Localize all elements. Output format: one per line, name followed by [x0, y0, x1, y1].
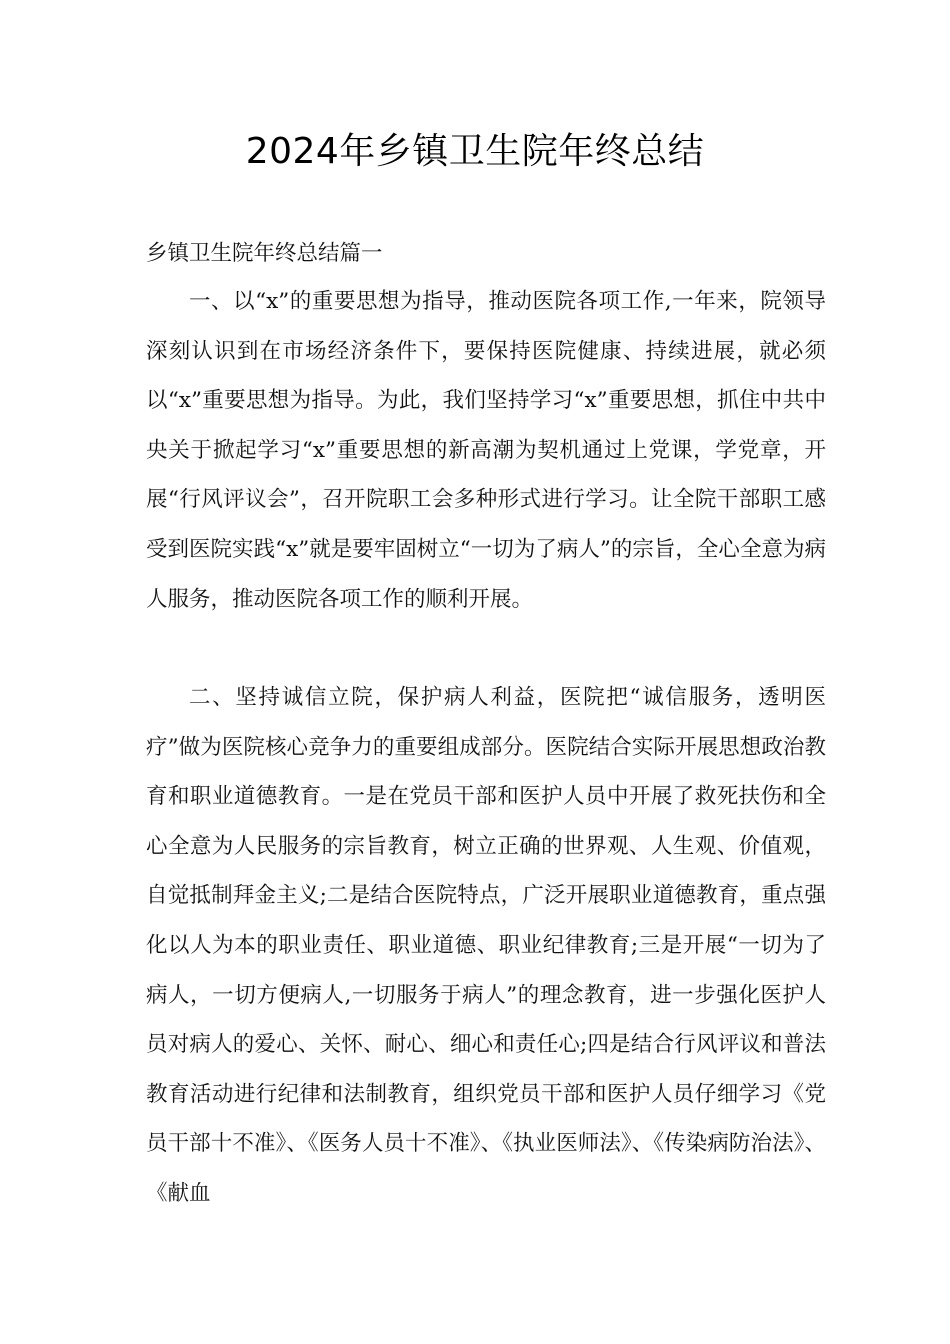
- section-heading: 乡镇卫生院年终总结篇一: [146, 241, 383, 266]
- paragraph-2: 二、坚持诚信立院，保护病人利益，医院把“诚信服务，透明医疗”做为医院核心竞争力的重要组成部分。医院结合实际开展思想政治教育和职业道德教育。一是在党员干部和医护人员中开展了救死扶伤和全心全意为人民服务的宗旨教育，树立正确的世界观、人生观、价值观，自觉抵制拜金主义;二是结合医院特点，广泛开展职业道德教育，重点强化以人为本的职业责任、职业道德、职业纪律教育;三是开展“一切为了病人，一切方便病人,一切服务于病人”的理念教育，进一步强化医护人员对病人的爱心、关怀、耐心、细心和责任心;四是结合行风评议和普法教育活动进行纪律和法制教育，组织党员干部和医护人员仔细学习《党员干部十不准》、《医务人员十不准》、《执业医师法》、《传染病防治法》、《献血: [146, 685, 826, 1206]
- paragraph-1: 一、以“x”的重要思想为指导，推动医院各项工作,一年来，院领导深刻认识到在市场经济条件下，要保持医院健康、持续进展，就必须以“x”重要思想为指导。为此，我们坚持学习“x”重要思想，抓住中共中央关于掀起学习“x”重要思想的新高潮为契机通过上党课，学党章，开展“行风评议会”，召开院职工会多种形式进行学习。让全院干部职工感受到医院实践“x”就是要牢固树立“一切为了病人”的宗旨，全心全意为病人服务，推动医院各项工作的顺利开展。: [146, 289, 826, 612]
- document-title: 2024年乡镇卫生院年终总结: [245, 131, 705, 172]
